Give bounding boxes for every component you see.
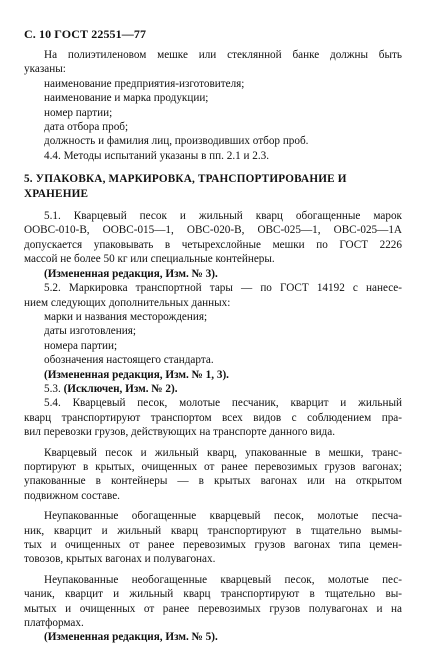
clause-5-3 [24, 382, 402, 396]
amendment-note: (Измененная редакция, Изм. № 1, 3). [44, 368, 229, 381]
text-line: упакованные в контейнеры — в крытых вагонах или на открытом [24, 475, 402, 488]
text-line: массой не более 50 кг или специальные контейнеры. [24, 253, 275, 266]
list-item: даты изготовления; [44, 325, 136, 338]
list-item: должность и фамилия лиц, производивших отбор проб. [44, 135, 309, 148]
list-item: обозначения настоящего стандарта. [44, 354, 214, 367]
paragraph-line: Неупакованные обогащенные кварцевый песок, молотые песча- [44, 510, 402, 523]
text-line: нием следующих дополнительных данных: [24, 296, 231, 309]
amendment-note: (Измененная редакция, Изм. № 5). [44, 631, 218, 644]
list-item: марки и названия месторождения; [44, 310, 208, 323]
text-line: На полиэтиленовом мешке или стеклянной банке должны быть [44, 49, 402, 61]
text-line: портируют в крытых, очищенных от ранее перевозимых грузов вагонах; [24, 460, 402, 473]
clause-excluded-note: (Исключен, Изм. № 2). [63, 382, 178, 395]
text-line: платформах. [24, 617, 84, 630]
text-line: указаны: [24, 63, 66, 76]
list-item: наименование и марка продукции; [44, 92, 209, 105]
text-line: вил перевозки грузов, действующих на транспорте данного вида. [24, 426, 336, 439]
text-line: тых и очищенных от ранее перевозимых грузов вагонах типа цемен- [24, 539, 402, 551]
text-line: кварц транспортируют транспортом всех видов с соблюдением пра- [24, 411, 402, 424]
text-line: товозов, крытых вагонах и полувагонах. [24, 553, 216, 566]
text-line: мытых и очищенных от ранее перевозимых грузов полувагонах и на [24, 602, 402, 615]
text-line: допускается упаковывать в четырехслойные мешки по ГОСТ 2226 [24, 238, 402, 251]
clause-5-1: 5.1. Кварцевый песок и жильный кварц обогащенные марок [44, 210, 402, 223]
text-line: чаник, кварцит и жильный кварц транспортируют в тщательно вы- [24, 588, 402, 601]
text-line: ник, кварцит и жильный кварц транспортируют в тщательно вымы- [24, 524, 402, 537]
list-item: дата отбора проб; [44, 121, 129, 134]
clause-4-4: 4.4. Методы испытаний указаны в пп. 2.1 и 2.3. [44, 149, 270, 162]
amendment-note: (Измененная редакция, Изм. № 3). [44, 267, 218, 280]
document-body [24, 48, 402, 645]
list-item: номера партии; [44, 339, 118, 352]
list-item: номер партии; [44, 106, 113, 119]
page-header: С. 10 ГОСТ 22551—77 [24, 27, 147, 41]
list-item: наименование предприятия-изготовителя; [44, 77, 245, 90]
clause-5-2: 5.2. Маркировка транспортной тары — по ГОСТ 14192 с нанесе- [44, 282, 402, 295]
text-line: ООВС-010-В, ООВС-015—1, ОВС-020-В, ОВС-025—1, ОВС-025—1А [24, 224, 402, 237]
paragraph-line: Кварцевый песок и жильный кварц, упакованные в мешки, транс- [44, 446, 402, 459]
clause-5-4: 5.4. Кварцевый песок, молотые песчаник, кварцит и жильный [44, 397, 402, 410]
clause-number: 5.3. [44, 382, 61, 395]
paragraph-line: Неупакованные необогащенные кварцевый песок, молотые пес- [44, 573, 402, 586]
section-heading: 5. УПАКОВКА, МАРКИРОВКА, ТРАНСПОРТИРОВАНИЕ И ХРАНЕНИЕ [24, 173, 347, 200]
text-line: подвижном составе. [24, 489, 120, 502]
